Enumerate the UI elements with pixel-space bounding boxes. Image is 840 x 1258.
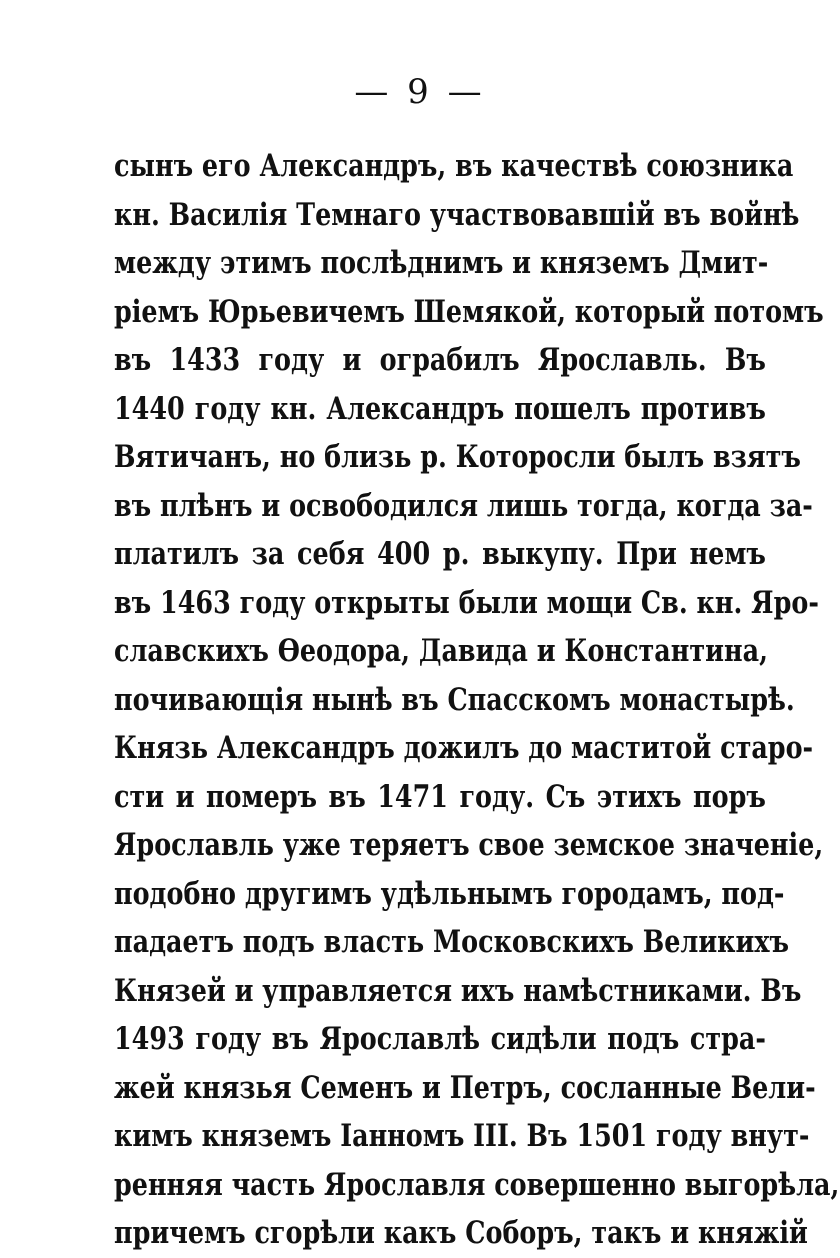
text-line-1: сынъ его Александръ, въ качествѣ союзника (114, 148, 794, 184)
text-line-23: причемъ сгорѣли какъ Соборъ, такъ и княжій (114, 1215, 808, 1251)
text-line-21: кимъ княземъ Іанномъ III. Въ 1501 году внут- (114, 1118, 810, 1154)
text-line-5: въ 1433 году и ограбилъ Ярославль. Въ (114, 342, 766, 378)
text-line-22: ренняя часть Ярославля совершенно выгорѣла, (114, 1166, 840, 1203)
text-line-15: Ярославль уже теряетъ свое земское значеніе, (114, 827, 824, 863)
page-number: — 9 — (354, 72, 486, 112)
text-line-10: въ 1463 году открыты были мощи Св. кн. Яро- (114, 584, 819, 621)
text-line-3: между этимъ послѣднимъ и княземъ Дмит- (114, 245, 769, 281)
text-line-14: сти и померъ въ 1471 году. Съ этихъ поръ (114, 778, 766, 815)
text-line-2: кн. Василія Темнаго участвовавшій въ войнѣ (114, 196, 800, 233)
body-text (114, 142, 840, 1258)
text-line-9: платилъ за себя 400 р. выкупу. При немъ (114, 536, 766, 572)
text-line-11: славскихъ Ѳеодора, Давида и Константина, (114, 633, 768, 669)
text-line-7: Вятичанъ, но близь р. Которосли былъ взятъ (114, 439, 801, 475)
text-line-4: ріемъ Юрьевичемъ Шемякой, который потомъ (114, 293, 824, 330)
text-line-18: Князей и управляется ихъ намѣстниками. Въ (114, 972, 802, 1009)
text-line-8: въ плѣнъ и освободился лишь тогда, когда за- (114, 487, 813, 524)
text-line-13: Князь Александръ дожилъ до маститой старо- (114, 730, 814, 766)
text-line-20: жей князья Семенъ и Петръ, сосланные Вели- (114, 1069, 816, 1106)
text-line-19: 1493 году въ Ярославлѣ сидѣли подъ стра- (114, 1021, 766, 1057)
text-line-16: подобно другимъ удѣльнымъ городамъ, под- (114, 875, 785, 912)
text-line-17: падаетъ подъ власть Московскихъ Великихъ (114, 924, 790, 960)
text-line-6: 1440 году кн. Александръ пошелъ противъ (114, 390, 766, 427)
text-line-12: почивающія нынѣ въ Спасскомъ монастырѣ. (114, 681, 795, 718)
